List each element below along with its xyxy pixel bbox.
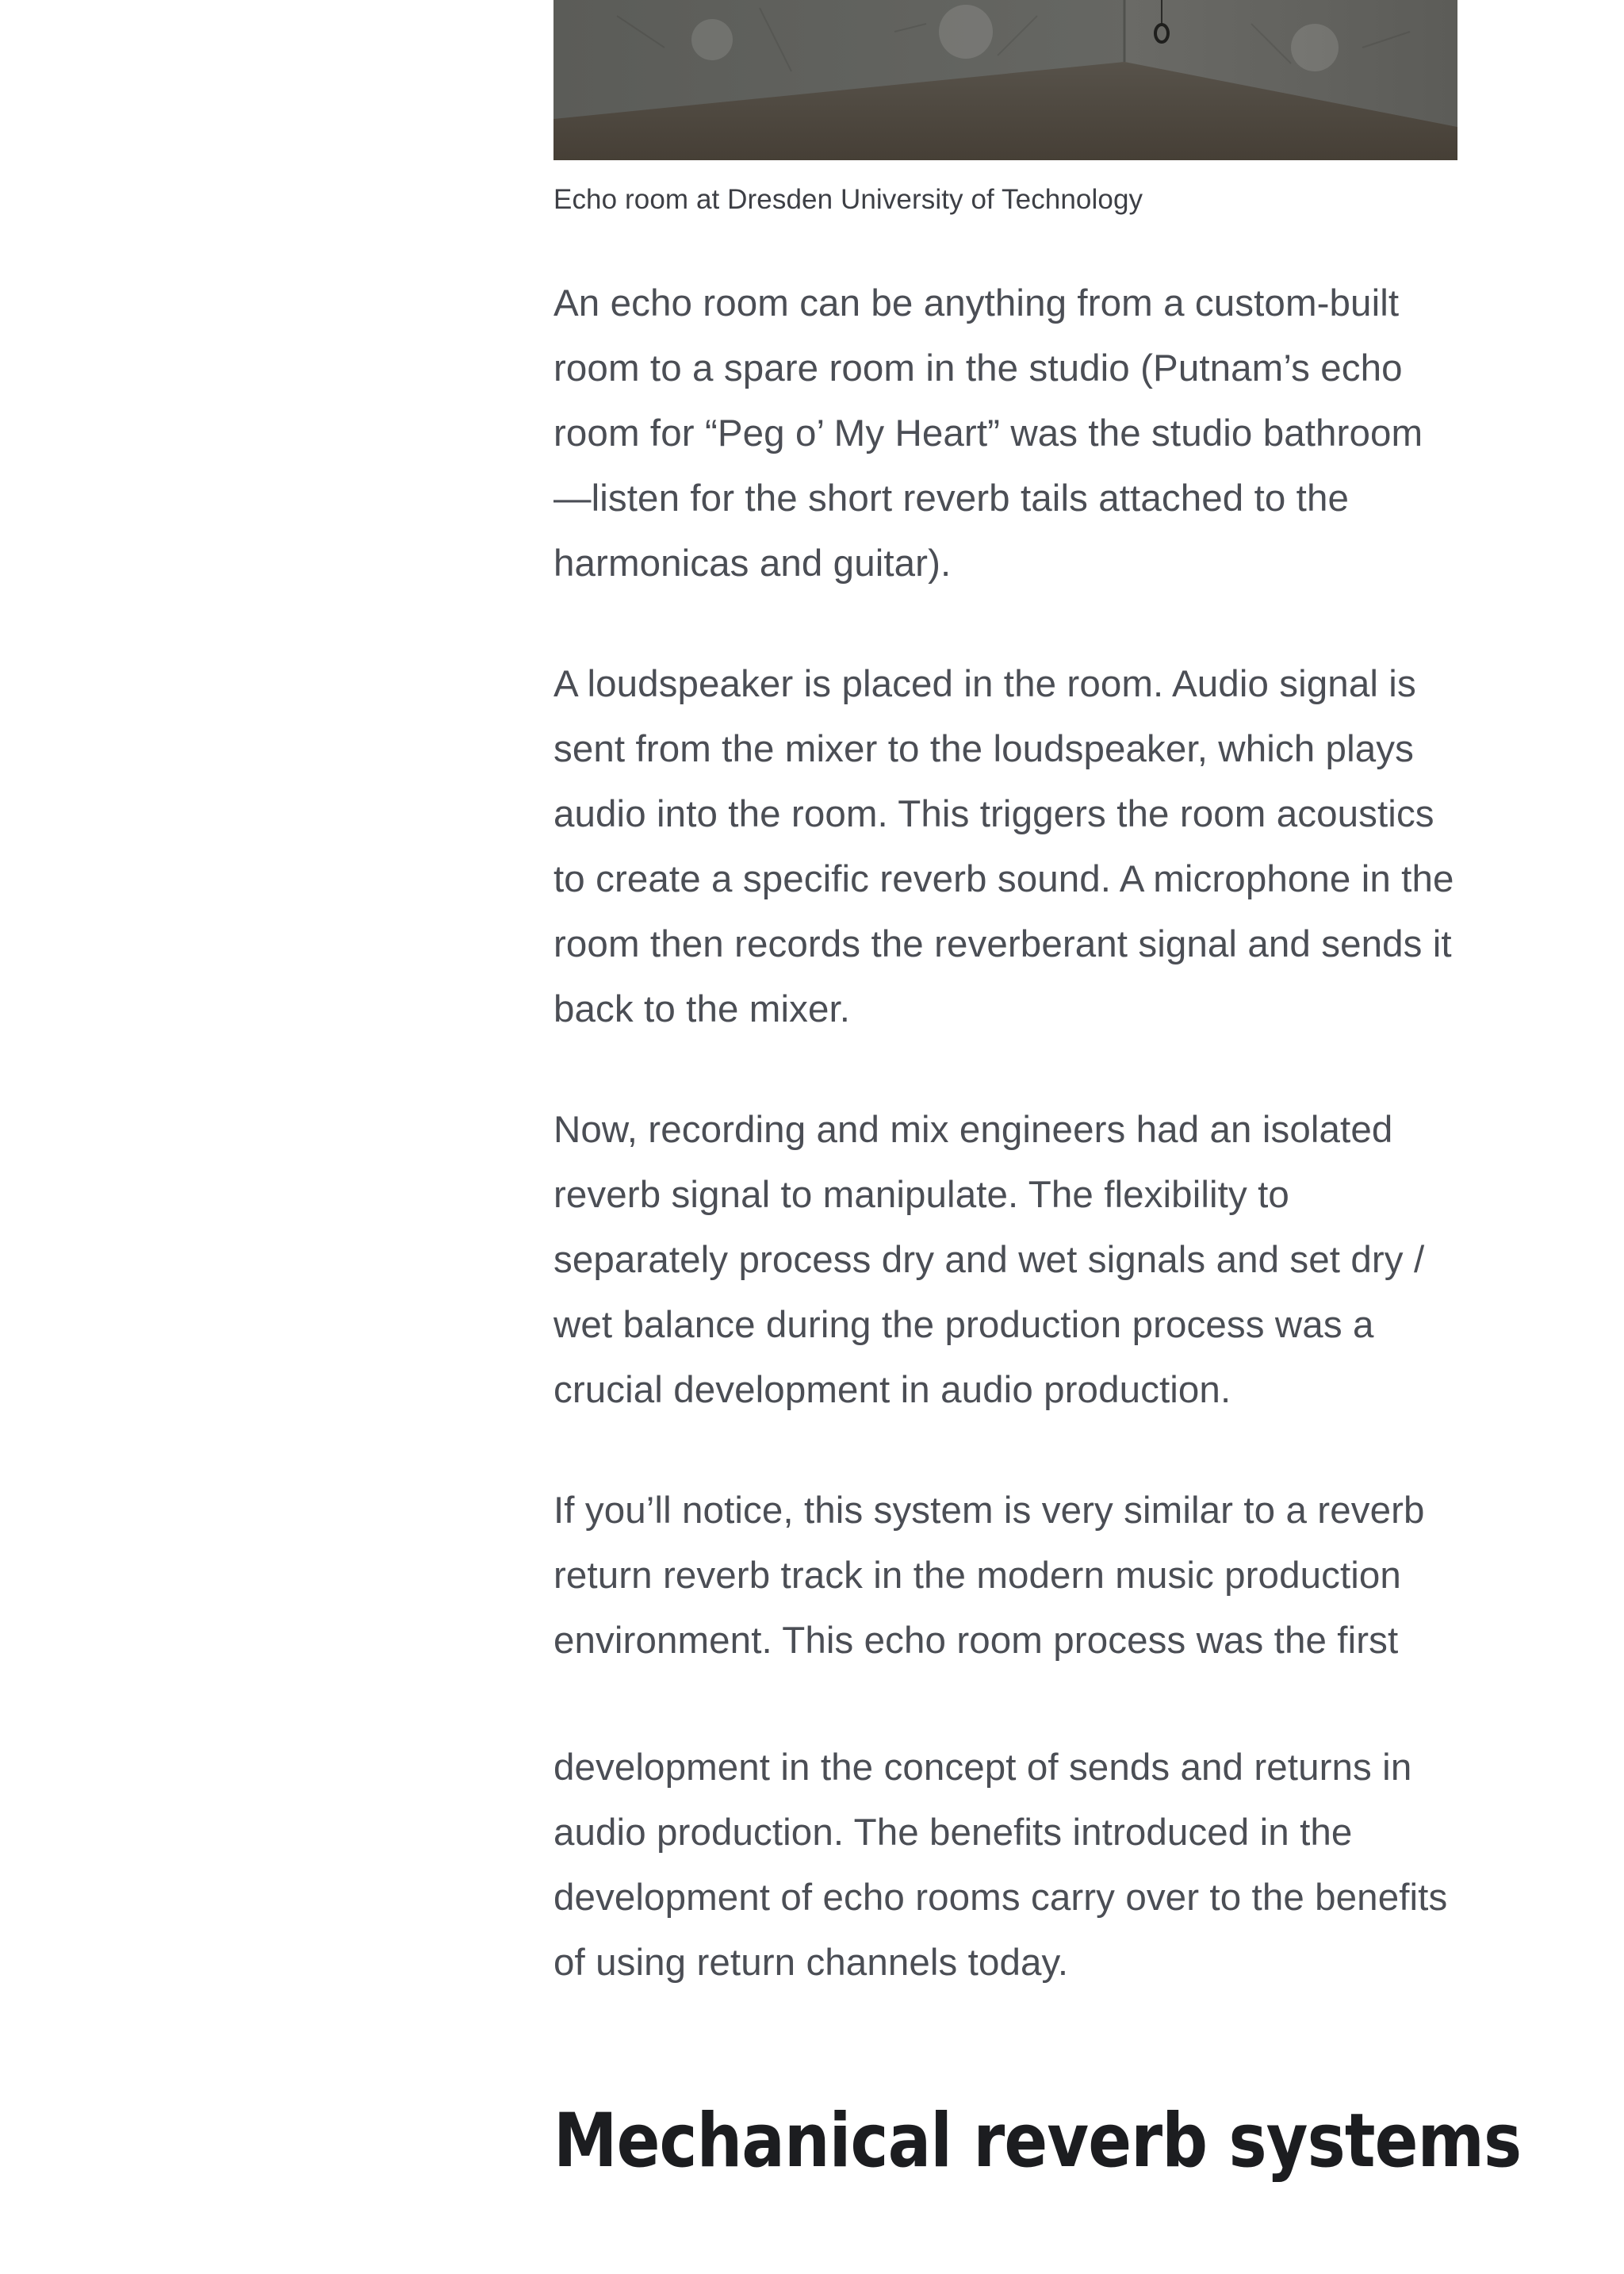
paragraph-echo-room: An echo room can be anything from a custom-built room to a spare room in the studio (Putnam’s echo room for “Peg o’ My Heart” was the studio bathroom—listen for the short reverb tails attached to the harmonicas and guitar). [553, 282, 1423, 585]
paragraph-return-track: If you’ll notice, this system is very similar to a reverb return reverb track in the modern music production environment. This echo room process was the first [553, 1489, 1425, 1662]
paragraph-loudspeaker: A loudspeaker is placed in the room. Audio signal is sent from the mixer to the loudspeaker, which plays audio into the room. This triggers the room acoustics to create a specific reverb sound. A microphone in the room then records the reverberant signal and sends it back to the mixer. [553, 662, 1454, 1030]
article-figure [553, 0, 1457, 218]
section-heading: Mechanical reverb systems [553, 2097, 1522, 2184]
echo-room-image [553, 0, 1457, 160]
article-body [553, 0, 1522, 2184]
paragraph-sends-returns: development in the concept of sends and returns in audio production. The benefits introduced in the development of echo rooms carry over to the benefits of using return channels today. [553, 1746, 1448, 1984]
figure-caption: Echo room at Dresden University of Technology [553, 184, 1143, 215]
paragraph-isolated-reverb: Now, recording and mix engineers had an isolated reverb signal to manipulate. The flexibility to separately process dry and wet signals and set dry / wet balance during the production process was a crucial development in audio production. [553, 1108, 1425, 1411]
echo-room-photo-drawing [553, 0, 1457, 160]
